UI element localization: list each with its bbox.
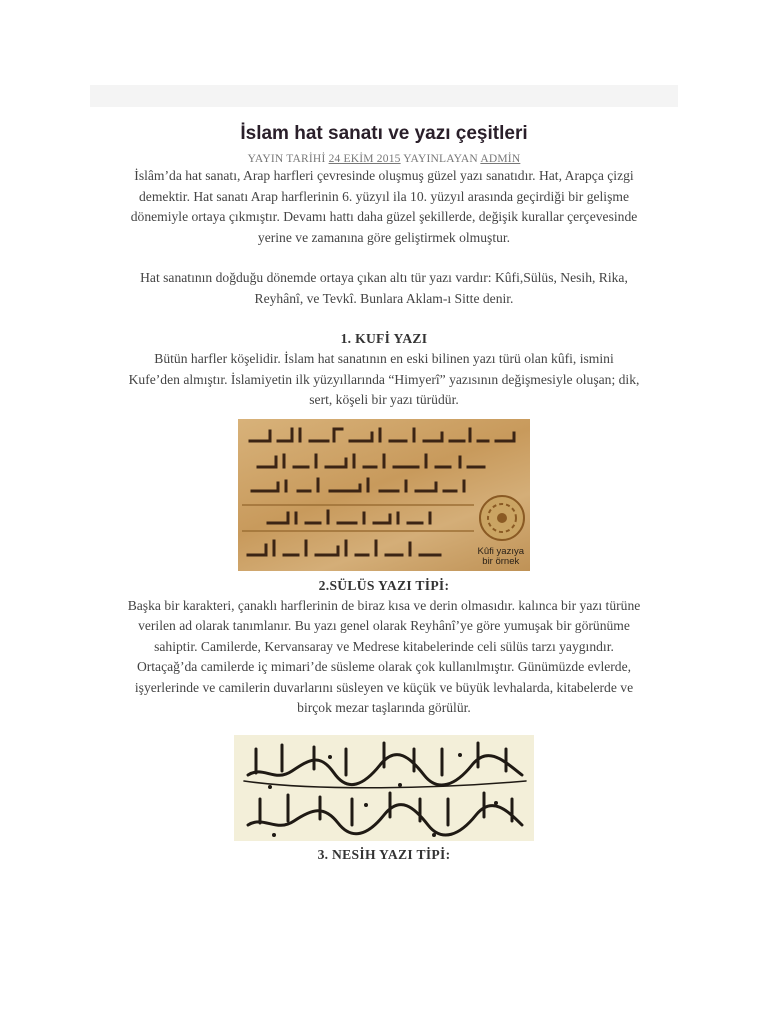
article: [88, 120, 680, 865]
article-title: İslam hat sanatı ve yazı çeşitleri: [240, 123, 528, 144]
sulus-line: Başka bir karakteri, çanaklı harflerinin de biraz kısa ve derin olmasıdır. kalınca bir yazı türüne: [127, 597, 641, 613]
sulus-line: verilen ad olarak tanımlanır. Bu yazı genel olarak Reyhânî’ye göre yumuşak bir görünüme: [138, 618, 630, 633]
types-line: Reyhânî, ve Tevkî. Bunlara Aklam-ı Sitte denir.: [254, 290, 514, 306]
sulus-line: birçok mezar taşlarında görülür.: [297, 700, 471, 715]
sulus-paragraph: [88, 596, 680, 719]
section-heading-kufi: 1. KUFİ YAZI: [340, 331, 428, 346]
author-link[interactable]: ADMİN: [480, 153, 521, 165]
kufi-paragraph: [88, 349, 680, 411]
author-label: YAYINLAYAN: [403, 153, 478, 165]
site-header-bar: [90, 85, 678, 107]
kufi-line: Bütün harfler köşelidir. İslam hat sanatının en eski bilinen yazı türü olan kûfi, ismini: [154, 351, 614, 366]
intro-line: İslâm’da hat sanatı, Arap harfleri çevresinde oluşmuş güzel yazı sanatıdır. Hat, Arapça çizgi: [134, 168, 634, 183]
kufi-line: sert, köşeli bir yazı türüdür.: [309, 392, 459, 407]
types-line: Hat sanatının doğduğu dönemde ortaya çıkan altı tür yazı vardır: Kûfi,Sülüs, Nesih, Rika,: [140, 270, 628, 285]
kufi-image-caption: [478, 547, 524, 567]
sulus-sample-image: [234, 735, 534, 841]
caption-line: Kûfi yazıya: [477, 545, 524, 557]
sulus-line: sahiptir. Camilerde, Kervansaray ve Medrese kitabelerinde celi sülüs tarzı yaygındır.: [154, 638, 614, 654]
intro-line: dönemiyle ortaya çıkmıştır. Devamı hattı daha güzel şekillerde, değişik kurallar çerçevesinde: [130, 209, 638, 224]
sulus-line: işyerlerinde ve camilerin duvarlarını süsleyen ve küçük ve büyük levhalarda, kitabelerde ve: [134, 679, 634, 695]
kufi-sample-image: [238, 419, 530, 571]
published-label: YAYIN TARİHİ: [247, 153, 326, 165]
intro-line: demektir. Hat sanatı Arap harflerinin 6. yüzyıl ila 10. yüzyıl arasında geçirdiği bir gelişme: [139, 188, 629, 204]
kufi-line: Kufe’den almıştır. İslamiyetin ilk yüzyıllarında “Himyerî” yazısının değişmesiyle oluşan; dik,: [128, 371, 640, 387]
caption-line: bir örnek: [482, 555, 520, 567]
section-heading-sulus: 2.SÜLÜS YAZI TİPİ:: [318, 577, 450, 593]
types-paragraph: [88, 268, 680, 309]
date-link[interactable]: 24 EKİM 2015: [328, 153, 401, 165]
section-heading-nesih: 3. NESİH YAZI TİPİ:: [317, 846, 451, 862]
intro-paragraph: [88, 166, 680, 248]
intro-line: yerine ve zamanına göre geliştirmek olmuştur.: [257, 229, 511, 245]
article-meta: [88, 152, 680, 166]
sulus-line: Ortaçağ’da camilerde iç mimari’de süsleme olarak çok kullanılmıştır. Günümüzde evlerde,: [136, 659, 632, 674]
